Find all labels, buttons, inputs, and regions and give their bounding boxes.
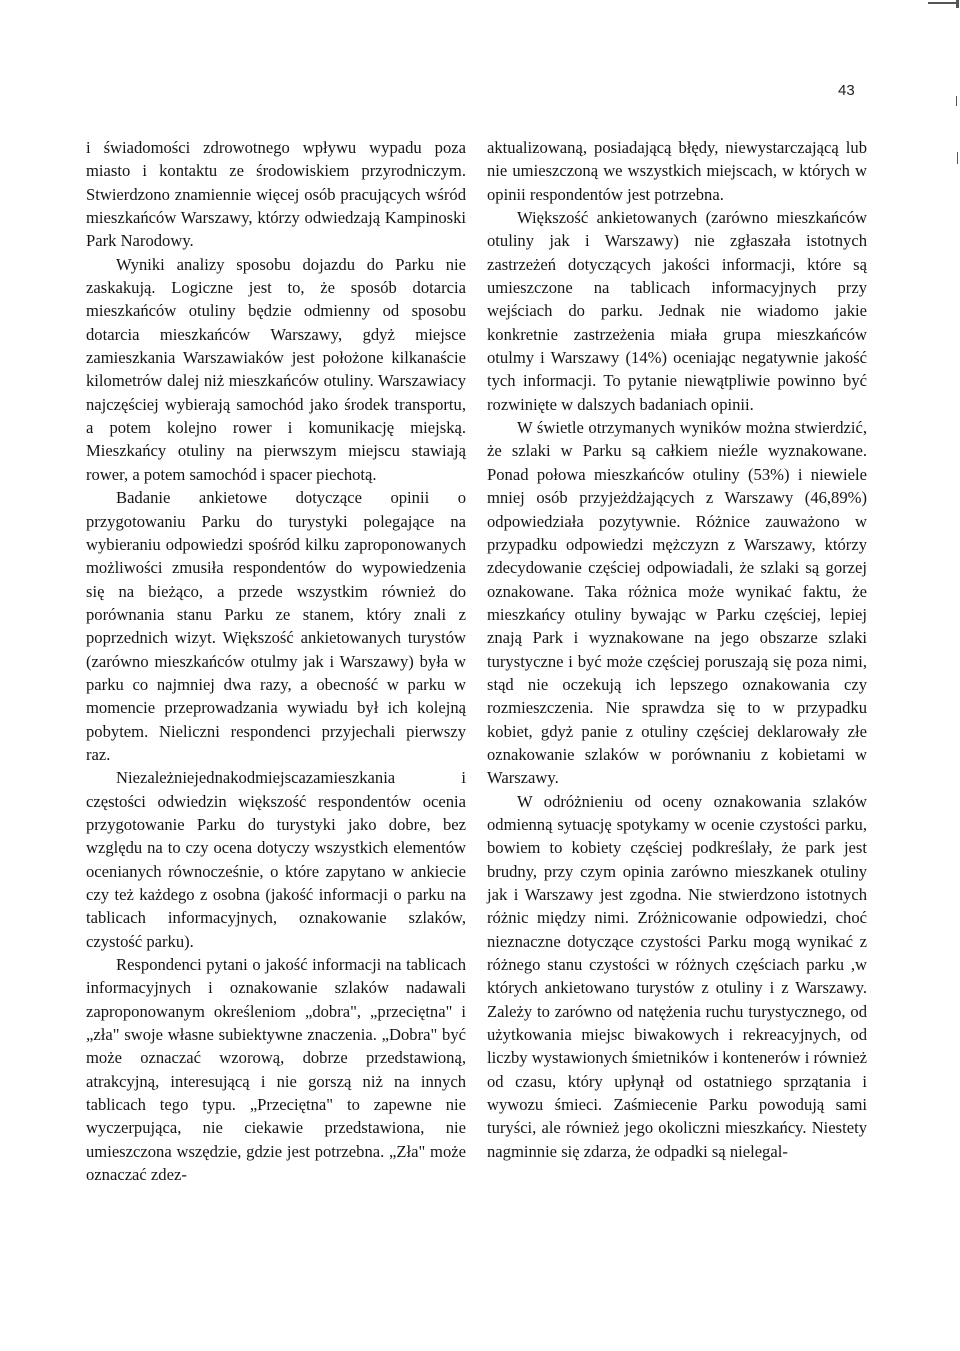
page-number: 43 [838,82,855,99]
paragraph: Wyniki analizy sposobu dojazdu do Parku nie zaskakują. Logiczne jest to, że sposób dotarcia mieszkańców otuliny będzie odmienny od sposobu dotarcia mieszkańców Warszawy, gdyż miejsce zamieszkania Warszawiaków jest położone kilkanaście kilometrów dalej niż mieszkańców otuliny. Warszawiacy najczęściej wybierają samochód jako środek transportu, a potem kolejno rower i komunikację miejską. Mieszkańcy otuliny na pierwszym miejscu stawiają rower, a potem samochód i spacer piechotą. [86,254,466,484]
right-text-column [487,136,867,1163]
scan-edge-mark [928,2,956,4]
paragraph: i świadomości zdrowotnego wpływu wypadu poza miasto i kontaktu ze środowiskiem przyrodniczym. Stwierdzono znamiennie więcej osób pracujących wśród mieszkańców Warszawy, którzy odwiedzają Kampinoski Park Narodowy. [86,138,466,251]
paragraph: W odróżnieniu od oceny oznakowania szlaków odmienną sytuację spotykamy w ocenie czystości parku, bowiem to kobiety częściej podkreślały, że park jest brudny, przy czym opinia zarówno mieszkanek otuliny jak i Warszawy jest zgodna. Nie stwierdzono istotnych różnic między nimi. Zróżnicowanie odpowiedzi, choć nieznaczne dotyczące czystości Parku mogą wynikać z różnego stanu czystości w różnych częściach parku ,w których ankietowano turystów z otuliny i z Warszawy. Zależy to zarówno od natężenia ruchu turystycznego, od użytkowania miejsc biwakowych i rekreacyjnych, od liczby wystawionych śmietników i kontenerów i również od czasu, który upłynął od ostatniego sprzątania i wywozu śmieci. Zaśmiecenie Parku powodują sami turyści, ale również jego okoliczni mieszkańcy. Niestety nagminnie się zdarza, że odpadki są nielegal- [487,791,867,1161]
scan-edge-mark [956,0,959,8]
left-text-column [86,136,466,1186]
paragraph: Respondenci pytani o jakość informacji na tablicach informacyjnych i oznakowanie szlaków nadawali zaproponowanym określeniom „dobra", „przeciętna" i „zła" swoje własne subiektywne znaczenia. „Dobra" być może oznaczać wzorową, dobrze przedstawioną, atrakcyjną, interesującą i nie gorszą niż na innych tablicach tego typu. „Przeciętna" to zapewne nie wyczerpująca, nie ciekawie przedstawiona, nie umieszczona wszędzie, gdzie jest potrzebna. „Zła" może oznaczać zdez- [86,955,466,1185]
paragraph: aktualizowaną, posiadającą błędy, niewystarczającą lub nie umieszczoną we wszystkich miejscach, w których w opinii respondentów jest potrzebna. [487,138,867,204]
scan-edge-mark [956,96,957,106]
paragraph: W świetle otrzymanych wyników można stwierdzić, że szlaki w Parku są całkiem nieźle wyznakowane. Ponad połowa mieszkańców otuliny (53%) i niewiele mniej osób przyjeżdżających z Warszawy (46,89%) odpowiedziała pozytywnie. Różnice zauważono w przypadku odpowiedzi mężczyzn z Warszawy, którzy zdecydowanie częściej odpowiadali, że szlaki są gorzej oznakowane. Taka różnica może wynikać faktu, że mieszkańcy otuliny bywając w Parku częściej, lepiej znają Park i wyznakowane na jego obszarze szlaki turystyczne i być może częściej poruszają się poza nimi, stąd nie oczekują ich lepszego oznakowania czy rozmieszczenia. Nie sprawdza się to w przypadku kobiet, gdyż panie z otuliny częściej deklarowały złe oznakowanie szlaków w porównaniu z kobietami w Warszawy. [487,418,867,788]
paragraph: Większość ankietowanych (zarówno mieszkańców otuliny jak i Warszawy) nie zgłaszała istotnych zastrzeżeń dotyczących jakości informacji, które są umieszczone na tablicach informacyjnych przy wejściach do parku. Jednak nie wiadomo jakie konkretnie zastrzeżenia miała grupa mieszkańców otulmy i Warszawy (14%) oceniając negatywnie jakość tych informacji. To pytanie niewątpliwie powinno być rozwinięte w dalszych badaniach opinii. [487,208,867,414]
scan-edge-mark [957,152,958,164]
paragraph: Badanie ankietowe dotyczące opinii o przygotowaniu Parku do turystyki polegające na wybieraniu odpowiedzi spośród kilku zaproponowanych możliwości zmusiła respondentów do wypowiedzenia się na bieżąco, a przede wszystkim również do porównania stanu Parku ze stanem, który znali z poprzednich wizyt. Większość ankietowanych turystów (zarówno mieszkańców otulmy jak i Warszawy) była w parku co najmniej dwa razy, a obecność w parku w momencie przeprowadzania wywiadu był ich kolejną pobytem. Nieliczni respondenci przyjechali pierwszy raz. [86,488,466,764]
paragraph: Niezależniejednakodmiejscazamieszkania i częstości odwiedzin większość respondentów ocenia przygotowanie Parku do turystyki jako dobre, bez względu na to czy ocena dotyczy wszystkich elementów ocenianych równocześnie, o które zapytano w ankiecie czy też każdego z osobna (jakość informacji o parku na tablicach informacyjnych, oznakowanie szlaków, czystość parku). [86,768,466,951]
